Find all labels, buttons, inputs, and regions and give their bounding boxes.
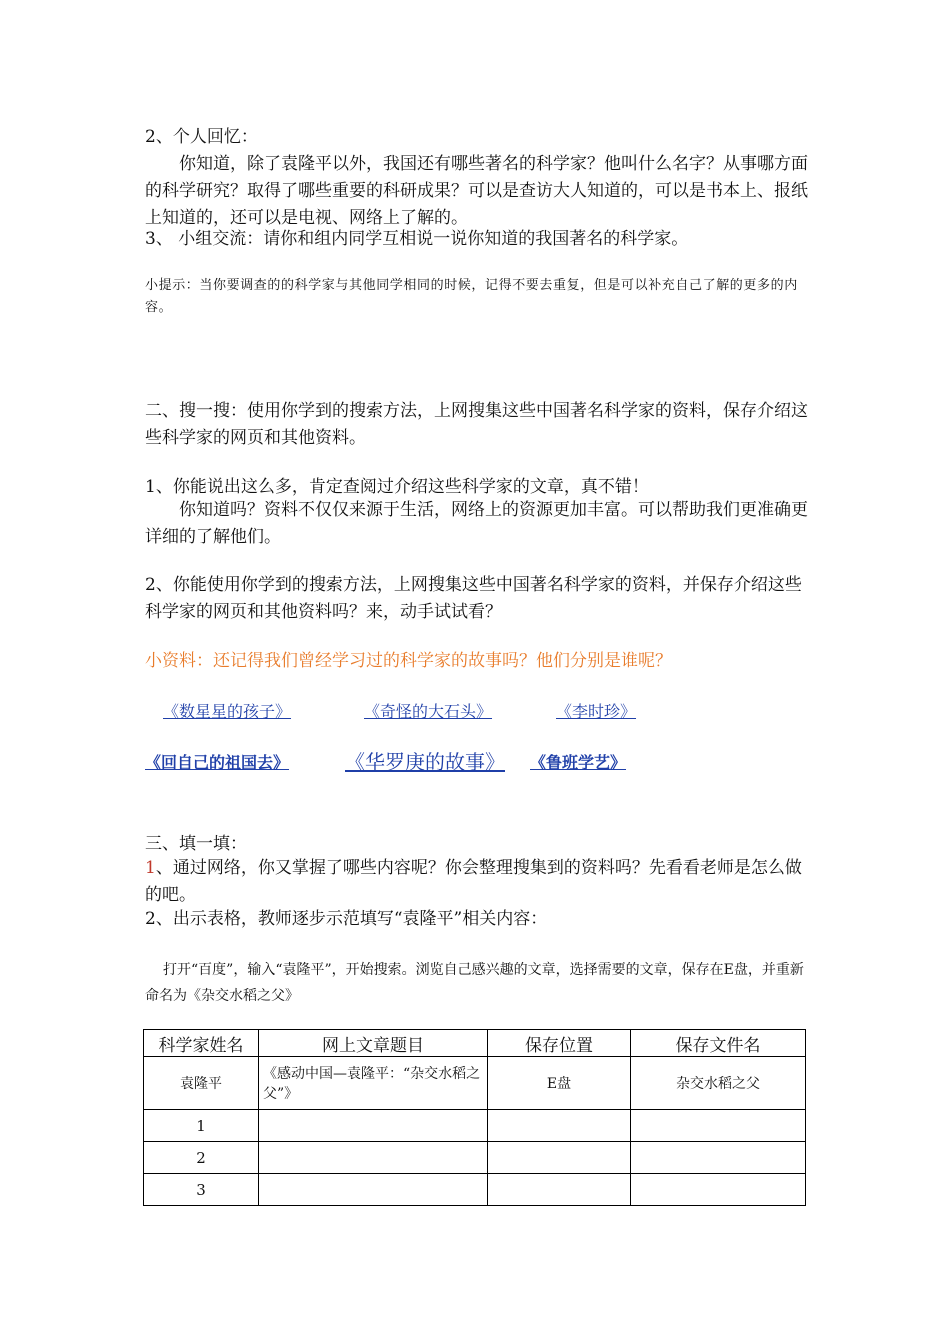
tip-text: 小提示：当你要调查的的科学家与其他同学相同的时候，记得不要去重复，但是可以补充自己了解的更多的内容。 (145, 278, 798, 315)
header-article-title: 网上文章题目 (259, 1030, 488, 1057)
row-number: 3 (144, 1174, 259, 1206)
link-li-shizhen[interactable]: 《李时珍》 (556, 702, 637, 721)
teacher-demo-note: 打开“百度”，输入“袁隆平”，开始搜索。浏览自己感兴趣的文章，选择需要的文章，保存在E盘，并重新命名为《杂交水稻之父》 (145, 962, 804, 1004)
search-item-1: 1、你能说出这么多，肯定查阅过介绍这些科学家的文章，真不错！ (145, 477, 649, 497)
section-search-title: 二、搜一搜：使用你学到的搜索方法，上网搜集这些中国著名科学家的资料，保存介绍这些科学家的网页和其他资料。 (145, 401, 808, 448)
empty-cell[interactable] (259, 1174, 488, 1206)
header-scientist-name: 科学家姓名 (144, 1030, 259, 1057)
row-number: 1 (144, 1110, 259, 1142)
cell-example-name: 袁隆平 (144, 1057, 259, 1110)
search-item-2: 2、你能使用你学到的搜索方法，上网搜集这些中国著名科学家的资料，并保存介绍这些科学家的网页和其他资料吗？来，动手试试看？ (145, 575, 802, 622)
empty-cell[interactable] (488, 1142, 631, 1174)
empty-cell[interactable] (488, 1110, 631, 1142)
row-number: 2 (144, 1142, 259, 1174)
empty-cell[interactable] (631, 1110, 806, 1142)
table-row (144, 1142, 806, 1174)
link-hua-luogeng-story[interactable]: 《华罗庚的故事》 (345, 750, 505, 774)
empty-cell[interactable] (488, 1174, 631, 1206)
table-row-example (144, 1057, 806, 1110)
fill-item-1 (145, 855, 810, 909)
cell-example-file: 杂交水稻之父 (631, 1057, 806, 1110)
empty-cell[interactable] (631, 1142, 806, 1174)
fill-item-1-number: 1 (145, 858, 156, 878)
table-row (144, 1110, 806, 1142)
header-save-location: 保存位置 (488, 1030, 631, 1057)
group-discussion: 3、 小组交流：请你和组内同学互相说一说你知道的我国著名的科学家。 (145, 229, 689, 249)
header-file-name: 保存文件名 (631, 1030, 806, 1057)
search-item-1-body: 你知道吗？资料不仅仅来源于生活，网络上的资源更加丰富。可以帮助我们更准确更详细的了解他们。 (145, 500, 808, 547)
personal-recall-body: 你知道，除了袁隆平以外，我国还有哪些著名的科学家？他叫什么名字？从事哪方面的科学研究？取得了哪些重要的科研成果？可以是查访大人知道的，可以是书本上、报纸上知道的，还可以是电视、网络上了解的。 (145, 154, 808, 228)
empty-cell[interactable] (259, 1142, 488, 1174)
table-header-row (144, 1030, 806, 1057)
link-strange-big-stone[interactable]: 《奇怪的大石头》 (364, 702, 493, 721)
personal-recall-title: 2、个人回忆： (145, 127, 258, 147)
empty-cell[interactable] (631, 1174, 806, 1206)
fill-item-1-text: 、通过网络，你又掌握了哪些内容呢？你会整理搜集到的资料吗？先看看老师是怎么做的吧。 (145, 858, 802, 905)
cell-example-location: E盘 (488, 1057, 631, 1110)
table-row (144, 1174, 806, 1206)
link-luban-learns-craft[interactable]: 《鲁班学艺》 (530, 753, 627, 772)
fill-item-2: 2、出示表格，教师逐步示范填写“袁隆平”相关内容： (145, 909, 548, 929)
link-return-to-motherland[interactable]: 《回自己的祖国去》 (145, 753, 290, 772)
empty-cell[interactable] (259, 1110, 488, 1142)
scientist-info-table (143, 1029, 806, 1206)
section-fill-title: 三、填一填： (145, 834, 247, 854)
cell-example-title: 《感动中国—袁隆平：“杂交水稻之父”》 (259, 1057, 488, 1110)
resource-hint: 小资料：还记得我们曾经学习过的科学家的故事吗？他们分别是谁呢？ (145, 651, 672, 671)
link-star-counting-child[interactable]: 《数星星的孩子》 (163, 702, 292, 721)
